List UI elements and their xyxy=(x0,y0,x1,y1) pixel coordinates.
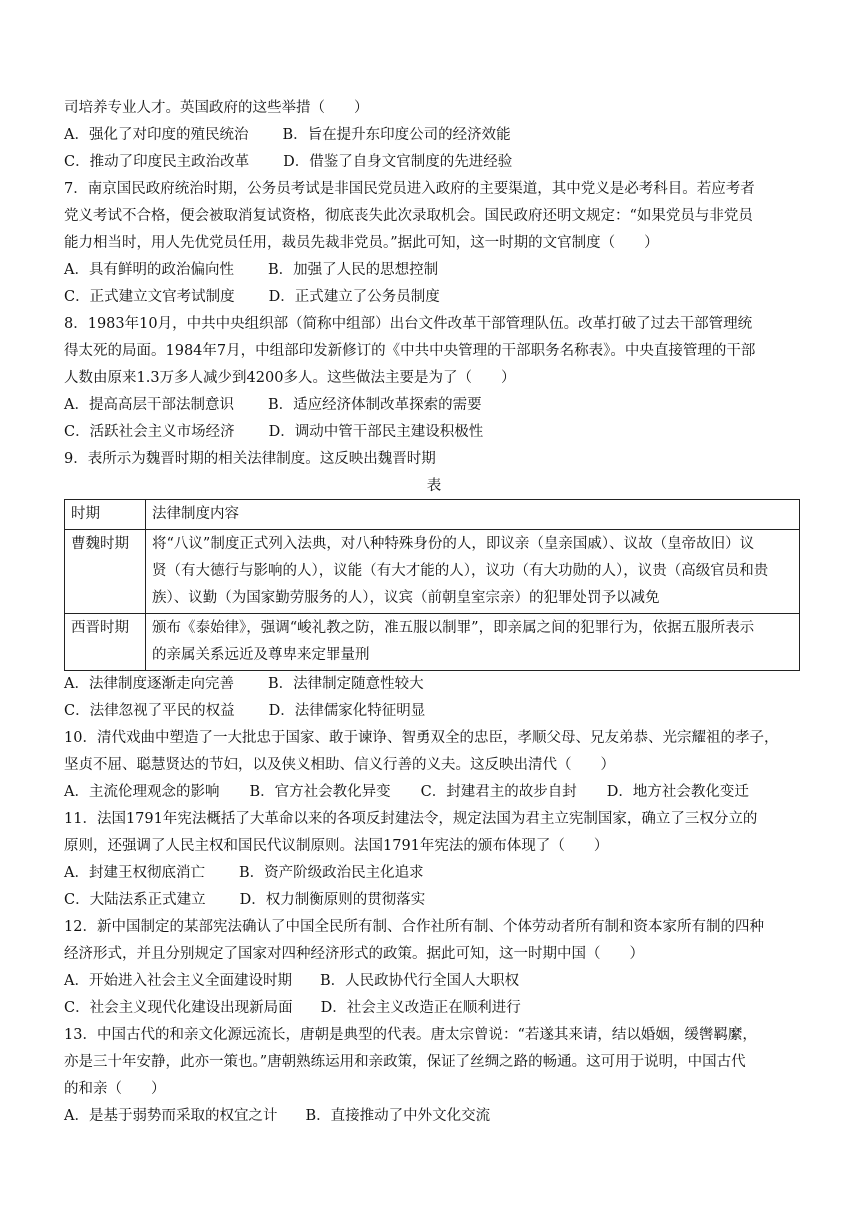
answer-option: A．提高高层干部法制意识 xyxy=(64,397,234,413)
text-line: 9．表所示为魏晋时期的相关法律制度。这反映出魏晋时期 xyxy=(64,451,436,467)
table-header-row xyxy=(65,500,800,530)
text-line: 的和亲（ ） xyxy=(64,1081,166,1097)
text-line: 党义考试不合格，便会被取消复试资格，彻底丧失此次录取机会。国民政府还明文规定：“如果党员与非党员 xyxy=(64,208,753,224)
answer-option: A．强化了对印度的殖民统治 xyxy=(64,127,249,143)
table-cell-content xyxy=(146,530,800,614)
table-cell-line: 的亲属关系远近及尊卑来定罪量刑 xyxy=(152,647,370,663)
text-line: 坚贞不屈、聪慧贤达的节妇，以及侠义相助、信义行善的义夫。这反映出清代（ ） xyxy=(64,757,615,773)
answer-option: A．开始进入社会主义全面建设时期 xyxy=(64,973,292,989)
table-row xyxy=(65,614,800,671)
table-cell-line: 颁布《泰始律》，强调“峻礼教之防，准五服以制罪”，即亲属之间的犯罪行为，依据五服所表示 xyxy=(152,620,755,636)
table-cell-period: 曹魏时期 xyxy=(65,530,146,614)
text-line: 8．1983年10月，中共中央组织部（简称中组部）出台文件改革干部管理队伍。改革打破了过去干部管理统 xyxy=(64,316,753,332)
answer-option: D．地方社会教化变迁 xyxy=(606,784,749,800)
answer-option: C．封建君主的故步自封 xyxy=(420,784,577,800)
options-row xyxy=(64,887,804,914)
answer-option: B．适应经济体制改革探索的需要 xyxy=(267,397,482,413)
options-row xyxy=(64,149,804,176)
answer-option: B．人民政协代行全国人大职权 xyxy=(319,973,520,989)
answer-option: A．法律制度逐渐走向完善 xyxy=(64,676,234,692)
table-caption: 表 xyxy=(426,478,442,494)
text-line: 司培养专业人才。英国政府的这些举措（ ） xyxy=(64,100,369,116)
text-line: 原则，还强调了人民主权和国民代议制原则。法国1791年宪法的颁布体现了（ ） xyxy=(64,838,609,854)
answer-option: C．推动了印度民主政治改革 xyxy=(64,154,250,170)
text-line: 亦是三十年安静，此亦一策也。”唐朝熟练运用和亲政策，保证了丝绸之路的畅通。这可用于说明，中国古代 xyxy=(64,1054,746,1070)
text-line: 人数由原来1.3万多人减少到4200多人。这些做法主要是为了（ ） xyxy=(64,370,516,386)
answer-option: C．大陆法系正式建立 xyxy=(64,892,206,908)
document-content xyxy=(64,95,804,1130)
options-row xyxy=(64,257,804,284)
table-cell-line: 族）、议勤（为国家勤劳服务的人），议宾（前朝皇室宗亲）的犯罪处罚予以减免 xyxy=(152,590,660,606)
text-line: 13．中国古代的和亲文化源远流长，唐朝是典型的代表。唐太宗曾说：“若遂其来请，结以婚姻，缓辔羁縻， xyxy=(64,1027,757,1043)
options-row xyxy=(64,860,804,887)
answer-option: B．加强了人民的思想控制 xyxy=(267,262,439,278)
text-line: 12．新中国制定的某部宪法确认了中国全民所有制、合作社所有制、个体劳动者所有制和资本家所有制的四种 xyxy=(64,919,764,935)
text-line: 得太死的局面。1984年7月，中组部印发新修订的《中共中央管理的干部职务名称表》。中央直接管理的干部 xyxy=(64,343,756,359)
table-row xyxy=(65,530,800,614)
options-row xyxy=(64,1103,804,1130)
answer-option: A．具有鲜明的政治偏向性 xyxy=(64,262,234,278)
answer-option: B．官方社会教化异变 xyxy=(249,784,391,800)
table-cell-period: 西晋时期 xyxy=(65,614,146,671)
options-row xyxy=(64,698,804,725)
answer-option: D．调动中管干部民主建设积极性 xyxy=(268,424,484,440)
answer-option: D．借鉴了自身文官制度的先进经验 xyxy=(283,154,513,170)
options-row xyxy=(64,779,804,806)
options-row xyxy=(64,968,804,995)
answer-option: D．社会主义改造正在顺利进行 xyxy=(320,1000,521,1016)
law-table xyxy=(64,499,800,671)
answer-option: D．正式建立了公务员制度 xyxy=(268,289,440,305)
options-row xyxy=(64,671,804,698)
questions-block-1 xyxy=(64,95,804,473)
answer-option: A．主流伦理观念的影响 xyxy=(64,784,220,800)
table-cell-line: 贤（有大德行与影响的人），议能（有大才能的人），议功（有大功勋的人），议贵（高级官员和贵 xyxy=(152,563,769,579)
questions-block-2 xyxy=(64,671,804,1130)
text-line: 10．清代戏曲中塑造了一大批忠于国家、敢于谏诤、智勇双全的忠臣，孝顺父母、兄友弟恭、光宗耀祖的孝子， xyxy=(64,730,779,746)
options-row xyxy=(64,995,804,1022)
table-cell-line: 将“八议”制度正式列入法典，对八种特殊身份的人，即议亲（皇亲国戚）、议故（皇帝故旧）议 xyxy=(152,536,755,552)
answer-option: D．法律儒家化特征明显 xyxy=(268,703,426,719)
answer-option: C．正式建立文官考试制度 xyxy=(64,289,235,305)
text-line: 7．南京国民政府统治时期，公务员考试是非国民党员进入政府的主要渠道，其中党义是必考科目。若应考者 xyxy=(64,181,755,197)
table-header-period: 时期 xyxy=(65,500,146,530)
options-row xyxy=(64,122,804,149)
text-line: 11．法国1791年宪法概括了大革命以来的各项反封建法令，规定法国为君主立宪制国家，确立了三权分立的 xyxy=(64,811,758,827)
answer-option: D．权力制衡原则的贯彻落实 xyxy=(239,892,426,908)
answer-option: C．法律忽视了平民的权益 xyxy=(64,703,235,719)
answer-option: A．封建王权彻底消亡 xyxy=(64,865,205,881)
answer-option: B．直接推动了中外文化交流 xyxy=(305,1108,491,1124)
text-line: 能力相当时，用人先优党员任用，裁员先裁非党员。”据此可知，这一时期的文官制度（ ） xyxy=(64,235,659,251)
options-row xyxy=(64,284,804,311)
options-row xyxy=(64,419,804,446)
answer-option: B．资产阶级政治民主化追求 xyxy=(238,865,424,881)
answer-option: C．社会主义现代化建设出现新局面 xyxy=(64,1000,293,1016)
answer-option: C．活跃社会主义市场经济 xyxy=(64,424,235,440)
answer-option: B．旨在提升东印度公司的经济效能 xyxy=(282,127,511,143)
table-cell-content xyxy=(146,614,800,671)
options-row xyxy=(64,392,804,419)
text-line: 经济形式，并且分别规定了国家对四种经济形式的政策。据此可知，这一时期中国（ ） xyxy=(64,946,644,962)
answer-option: A．是基于弱势而采取的权宜之计 xyxy=(64,1108,278,1124)
answer-option: B．法律制定随意性较大 xyxy=(267,676,424,692)
table-header-content: 法律制度内容 xyxy=(146,500,800,530)
